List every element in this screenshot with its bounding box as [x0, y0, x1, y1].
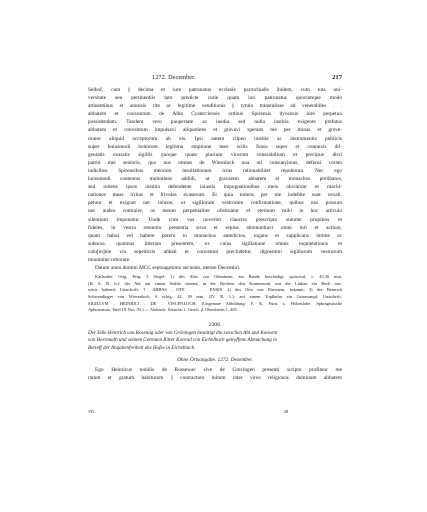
text-line: possidendam. Tandem vero paupertate ac inedia sed nulla iustitia exigente prefatos	[88, 119, 342, 126]
text-line: tiones aliquid acceptorum ab eis. Ipsi autem clipeo iustitie ac instrumentis publicis	[88, 135, 342, 142]
folio-number: 28	[284, 409, 289, 414]
text-line: abbatem et conventum de Alba Cysterciensis ordinis Spirensis dyocesis iure perpetuo	[88, 111, 342, 118]
signature-mark: VII.	[88, 409, 95, 414]
note-line: wärts haltend; Umschrift: † ABBAS . OTE . . . . ENSIS. 2) des Otto von Eberstein, bekannt; 3) des Heinrich	[88, 287, 342, 293]
text-line: versitate seu pertinentiis tam predicte curie quam iuri patronatus quocumque modo	[88, 95, 342, 102]
text-line: calu[m]nie via sepedictis abbati et conventui precludetur, dignemini sigillorum vestrorum	[88, 248, 342, 255]
text-line: huiusmodi contentus multotiens addidi, ut gravarem abbatem et monachos prelibatos,	[88, 176, 342, 183]
text-line: sed totiens ipsos iustitia defendente iniustis impugnationibus meis obviarunt et machi-	[88, 184, 342, 191]
text-line: gentatis exaratis sigillis quoque quam plurium virorum venerabilium et precipue dicti	[88, 151, 342, 158]
page-number: 217	[332, 74, 342, 81]
text-line: super huiusmodi bonorum legitima emptione meo scilic fuasu super et connexis dil-	[88, 143, 342, 150]
note-line: (H. A. B. b.): der Abt auf einem Stuhle sitzend, in der Rechten den Krummstab, mit der Linken ein Buch aus-	[88, 280, 342, 286]
summary-line: von Herrenalb und seinem Getreuen Ritter Konrad von Eichelbach getroffene Abmachung in	[88, 337, 278, 344]
text-line: petunt et exigunt nec iniuste, ut sigillorum vestrorum confirmatione, quibus nos possum	[88, 200, 342, 207]
text-line: subnixe, quatinus litteram presentem, ex cuius sigillatione omnis inquietationis et	[88, 240, 342, 247]
page-footer	[88, 409, 342, 417]
note-line: Karlsruhe. Orig. Perg. 3 Siegel: 1) des Abts von Odenheim, am Rande beschädigt, spitzoval, c. 45,36 mm,	[95, 274, 342, 280]
note-line: SIGILLVM . HEINRICI . DE . VISCENLOCH. (Ungenaue Abbildung: F. K. Fürst z. Hohenlohe, Sphragistische	[88, 300, 342, 306]
archival-notes	[88, 274, 342, 314]
text-line: nec audeo contraire, os meum perpetualiter obstruatur et eternum mihi in hoc articulo	[88, 208, 342, 215]
charter-text	[88, 86, 342, 264]
text-line: ratum et gratum habiturum || contractum initum inter viros religiosos dominum abbatem	[88, 374, 342, 381]
running-header	[88, 74, 342, 84]
header-date: 1272. December.	[152, 74, 196, 81]
text-line: attinentibus et annexis rite ac legitime venditionis || tytulo transtulisse ad venerabiles . .	[88, 103, 342, 110]
opening-text	[88, 366, 342, 382]
summary-line: Betreff der Abgabenfreiheit des Hofes in Eichelbach.	[88, 344, 196, 351]
text-line: abbatem et conventum impulsavi aliquotiens et gravavi sperans me per minas et grave-	[88, 127, 342, 134]
text-line: Selhof, cum || decima et iure patronatus ecclesie parrochialis ibidem, cum tota uni-	[88, 87, 342, 93]
text-line: nationes meas irritas et frivolas evaserunt. Et quia totiens per me indebite sunt vexati,	[88, 192, 342, 199]
place-date-line: Ohne Ortsangabe. 1272. Dezember.	[177, 356, 253, 363]
text-line: quam habui vel habere potero in monachos antedictos, rogans et supplicans intime ac	[88, 232, 342, 239]
document-number: 2308.	[208, 321, 222, 328]
text-line: Ego Heinricus nobilis de Rossewac sive de Grecingen presenti scripto profiteor me	[95, 366, 342, 373]
text-line: patrui mei senioris, quo nos omnes de Wiesnloch una uti consuevimus, defensi coram	[88, 159, 342, 166]
document-summary	[88, 330, 342, 353]
note-line: Schwendinger von Wiesenloch, 6 eckig, 42, 39 mm, (IV. B. 1.): auf einem Topfhelm ein Geierrumpf; Umschrift:	[88, 293, 342, 299]
document-body	[88, 86, 342, 382]
dating-clause: Datum anno domini MCC septuagesimo secundo, mense Decembri.	[95, 265, 241, 272]
note-line: Aphorismen, Tafel IX Nro. 92.) — Abdruck: Zeitschr. f. Gesch. d. Oberrheins 1, 483.	[88, 307, 238, 313]
text-line: silentium imponatur. Unde cum vos noverim clauctro prescripto summe propitios et	[88, 216, 342, 223]
summary-line: Der Edle Heinrich von Rosenag oder von Gröningen bestätigt die zwischen Abt und Konvent	[88, 329, 278, 336]
text-line: munimine roborare.	[88, 256, 131, 263]
text-line: iudicibus Spirensibus meorum insultationum ictus rationabiliter repulerunt. Nec ego	[88, 167, 342, 174]
text-line: fideles, in vestra renuntio presentia sicut et sepius abrenuntiavi omni iuri et actioni,	[88, 224, 342, 231]
